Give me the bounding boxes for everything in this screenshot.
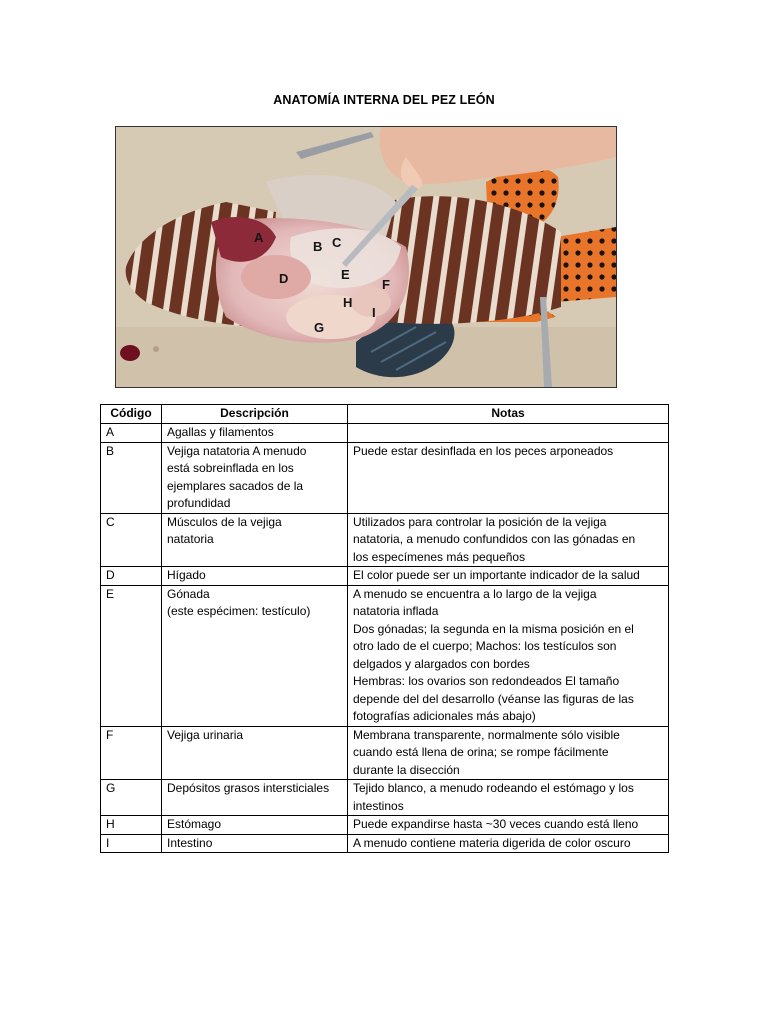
notes-line: Dos gónadas; la segunda en la misma posición en el: [353, 621, 634, 636]
row-code: I: [101, 834, 162, 853]
notes-line: Membrana transparente, normalmente sólo visible: [353, 727, 620, 742]
table-row: [101, 834, 669, 853]
notes-line: Tejido blanco, a menudo rodeando el estómago y los: [353, 781, 634, 795]
row-code: A: [101, 424, 162, 443]
notes-line: cuando está llena de orina; se rompe fácilmente: [353, 745, 609, 759]
notes-line: natatoria inflada: [353, 604, 439, 618]
table-row: [101, 513, 669, 567]
photo-label-a: A: [254, 230, 264, 245]
row-description: [162, 424, 348, 443]
table-row: [101, 780, 669, 816]
row-description: [162, 816, 348, 835]
row-description: [162, 513, 348, 567]
notes-line: fotografías adicionales más abajo): [353, 709, 536, 723]
row-description: [162, 442, 348, 513]
notes-line: A menudo se encuentra a lo largo de la vejiga: [353, 586, 597, 601]
header-notes: Notas: [348, 405, 669, 424]
notes-line: Hembras: los ovarios son redondeados El tamaño: [353, 674, 620, 688]
anatomy-table: [100, 404, 669, 853]
notes-line: los especímenes más pequeños: [353, 549, 526, 564]
row-code: F: [101, 726, 162, 780]
photo-label-f: F: [382, 277, 390, 292]
notes-line: delgados y alargados con bordes: [353, 656, 530, 671]
notes-line: depende del del desarrollo (véanse las figuras de las: [353, 691, 634, 706]
row-description: [162, 834, 348, 853]
description-line: Agallas y filamentos: [167, 425, 274, 439]
description-line: Intestino: [167, 835, 213, 850]
row-code: G: [101, 780, 162, 816]
photo-label-h: H: [343, 295, 353, 310]
description-line: Vejiga natatoria A menudo: [167, 443, 307, 458]
photo-label-c: C: [332, 235, 342, 250]
table-row: [101, 424, 669, 443]
row-notes: [348, 513, 669, 567]
notes-line: Puede expandirse hasta ~30 veces cuando está lleno: [353, 817, 639, 831]
description-line: está sobreinflada en los: [167, 461, 294, 475]
table-row: [101, 442, 669, 513]
header-description: Descripción: [162, 405, 348, 424]
notes-line: El color puede ser un importante indicador de la salud: [353, 568, 640, 582]
row-code: D: [101, 567, 162, 586]
notes-line: durante la disección: [353, 762, 460, 777]
row-description: [162, 726, 348, 780]
row-code: H: [101, 816, 162, 835]
row-code: C: [101, 513, 162, 567]
notes-line: otro lado de el cuerpo; Machos: los testículos son: [353, 639, 617, 653]
row-notes: [348, 726, 669, 780]
photo-label-g: G: [314, 320, 325, 335]
row-description: [162, 780, 348, 816]
table-row: [101, 585, 669, 726]
photo-label-d: D: [279, 271, 289, 286]
description-line: (este espécimen: testículo): [167, 604, 311, 618]
notes-line: Puede estar desinflada en los peces arponeados: [353, 443, 614, 458]
row-description: [162, 567, 348, 586]
row-code: B: [101, 442, 162, 513]
header-code: Código: [101, 405, 162, 424]
table-row: [101, 726, 669, 780]
row-notes: [348, 567, 669, 586]
description-line: Vejiga urinaria: [167, 727, 244, 742]
row-notes: [348, 780, 669, 816]
description-line: profundidad: [167, 496, 231, 510]
description-line: Gónada: [167, 586, 210, 601]
row-notes: [348, 424, 669, 443]
row-code: E: [101, 585, 162, 726]
table-header-row: [101, 405, 669, 424]
row-description: [162, 585, 348, 726]
row-notes: [348, 442, 669, 513]
row-notes: [348, 816, 669, 835]
description-line: Músculos de la vejiga: [167, 514, 282, 529]
description-line: natatoria: [167, 532, 214, 546]
notes-line: Utilizados para controlar la posición de la vejiga: [353, 514, 607, 529]
notes-line: natatoria, a menudo confundidos con las gónadas en: [353, 532, 636, 546]
description-line: Hígado: [167, 568, 206, 582]
photo-label-i: I: [372, 305, 376, 320]
lionfish-dissection-photo: [115, 126, 617, 388]
description-line: ejemplares sacados de la: [167, 478, 304, 493]
row-notes: [348, 585, 669, 726]
table-row: [101, 567, 669, 586]
photo-label-e: E: [341, 267, 350, 282]
notes-line: intestinos: [353, 798, 404, 813]
photo-label-b: B: [313, 239, 323, 254]
description-line: Estómago: [167, 817, 222, 831]
table-row: [101, 816, 669, 835]
page-title: ANATOMÍA INTERNA DEL PEZ LEÓN: [273, 93, 495, 107]
row-notes: [348, 834, 669, 853]
notes-line: A menudo contiene materia digerida de color oscuro: [353, 835, 631, 850]
description-line: Depósitos grasos intersticiales: [167, 781, 330, 795]
